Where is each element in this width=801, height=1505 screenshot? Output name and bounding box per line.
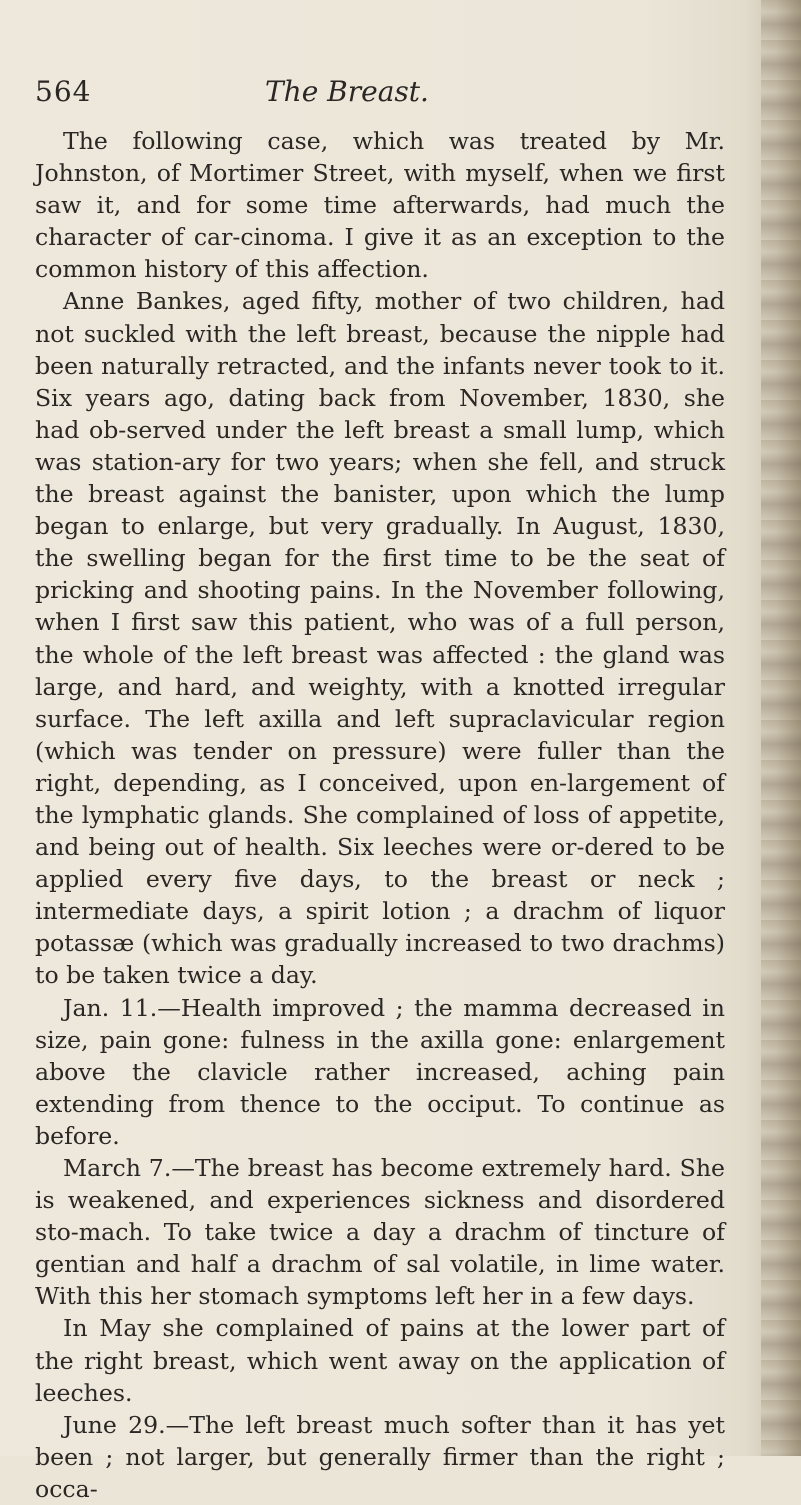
page-header (35, 75, 725, 115)
paragraph: June 29.—The left breast much softer than it has yet been ; not larger, but generally firmer than the right ; occa- (35, 1410, 725, 1503)
paragraph: The following case, which was treated by Mr. Johnston, of Mortimer Street, with myself, when we first saw it, and for some time afterwards, had much the character of car-cinoma. I give it as an exception to the common history of this affection. (35, 127, 725, 284)
paragraph: Anne Bankes, aged fifty, mother of two children, had not suckled with the left breast, because the nipple had been naturally retracted, and the infants never took to it. Six years ago, dating back from November, 1830, she had ob-served under the left breast a small lump, which was station-ary for two years; when she fell, and struck the breast against the banister, upon which the lump began to enlarge, but very gradually. In August, 1830, the swelling began for the first time to be the seat of pricking and shooting pains. In the November following, when I first saw this patient, who was of a full person, the whole of the left breast was affected : the gland was large, and hard, and weighty, with a knotted irregular surface. The left axilla and left supraclavicular region (which was tender on pressure) were fuller than the right, depending, as I conceived, upon en-largement of the lymphatic glands. She complained of loss of appetite, and being out of health. Six leeches were or-dered to be applied every five days, to the breast or neck ; intermediate days, a spirit lotion ; a drachm of liquor potassæ (which was gradually increased to two drachms) to be taken twice a day. (35, 287, 725, 990)
book-gutter-shadow (761, 0, 801, 1456)
body-text (35, 125, 725, 1505)
paragraph: March 7.—The breast has become extremely hard. She is weakened, and experiences sickness and disordered sto-mach. To take twice a day a drachm of tincture of gentian and half a drachm of sal volatile, in lime water. With this her stomach symptoms left her in a few days. (35, 1154, 725, 1311)
paragraph: Jan. 11.—Health improved ; the mamma decreased in size, pain gone: fulness in the axilla gone: enlargement above the clavicle rather increased, aching pain extending from thence to the occiput. To continue as before. (35, 993, 725, 1150)
running-title: The Breast. (265, 75, 429, 108)
paragraph: In May she complained of pains at the lower part of the right breast, which went away on the application of leeches. (35, 1314, 725, 1407)
page-number: 564 (35, 75, 92, 108)
